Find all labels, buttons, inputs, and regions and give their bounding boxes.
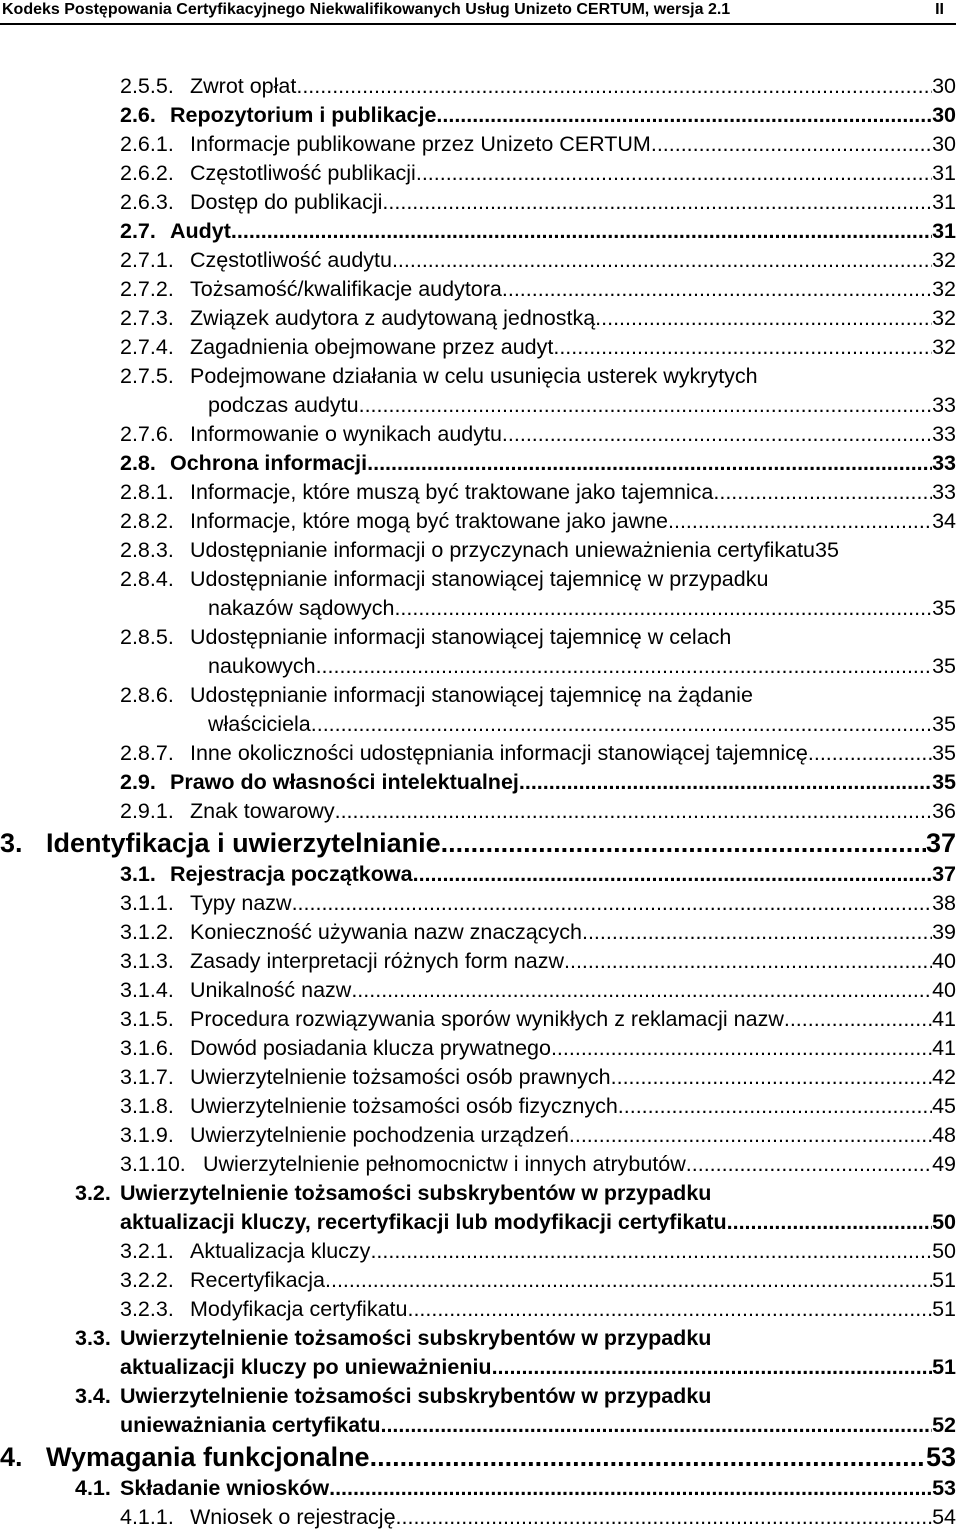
- toc-entry[interactable]: 2.7. Audyt ..... 31: [0, 217, 960, 246]
- toc-entry[interactable]: 2.5.5. Zwrot opłat ..... 30: [0, 72, 960, 101]
- toc-entry-line1[interactable]: 2.8.4. Udostępnianie informacji stanowiącej tajemnicę w przypadku: [120, 567, 769, 591]
- toc-entry[interactable]: 2.9. Prawo do własności intelektualnej ..... 35: [0, 768, 960, 797]
- toc-entry[interactable]: 3.1.5. Procedura rozwiązywania sporów wynikłych z reklamacji nazw ..... 41: [0, 1005, 960, 1034]
- toc-entry-line1[interactable]: 3.3. Uwierzytelnienie tożsamości subskrybentów w przypadku: [75, 1326, 712, 1350]
- page-number: II: [935, 1, 944, 18]
- toc-entry-line1[interactable]: 2.8.6. Udostępnianie informacji stanowiącej tajemnicę na żądanie: [120, 683, 753, 707]
- document-title: Kodeks Postępowania Certyfikacyjnego Niekwalifikowanych Usług Unizeto CERTUM, wersja 2.1: [2, 1, 731, 18]
- toc-entry[interactable]: 3.1.2. Konieczność używania nazw znaczących ..... 39: [0, 918, 960, 947]
- toc-entry-line1[interactable]: 2.8.5. Udostępnianie informacji stanowiącej tajemnicę w celach: [120, 625, 732, 649]
- header-rule: [0, 23, 956, 25]
- toc-entry-line1[interactable]: 3.2. Uwierzytelnienie tożsamości subskrybentów w przypadku: [75, 1181, 712, 1205]
- page-header: [0, 0, 956, 22]
- toc-entry-line1[interactable]: 2.7.5. Podejmowane działania w celu usunięcia usterek wykrytych: [120, 364, 758, 388]
- toc-entry[interactable]: 4.1.1. Wniosek o rejestrację ..... 54: [0, 1503, 960, 1532]
- toc-entry[interactable]: 2.7.3. Związek audytora z audytowaną jednostką ..... 32: [0, 304, 960, 333]
- toc-entry-line2[interactable]: aktualizacji kluczy po unieważnieniu ..... 51: [0, 1353, 960, 1382]
- toc-entry-line2[interactable]: unieważniania certyfikatu ..... 52: [0, 1411, 960, 1440]
- toc-entry[interactable]: 2.7.2. Tożsamość/kwalifikacje audytora ..... 32: [0, 275, 960, 304]
- toc-entry-line2[interactable]: nakazów sądowych ..... 35: [0, 594, 960, 623]
- toc-chapter[interactable]: 4. Wymagania funkcjonalne ..... 53: [0, 1440, 960, 1474]
- toc-entry[interactable]: 2.7.1. Częstotliwość audytu ..... 32: [0, 246, 960, 275]
- toc-entry[interactable]: 2.6. Repozytorium i publikacje. ..... 30: [0, 101, 960, 130]
- toc-entry[interactable]: 3.2.1. Aktualizacja kluczy ..... 50: [0, 1237, 960, 1266]
- toc-entry-line1[interactable]: 3.4. Uwierzytelnienie tożsamości subskrybentów w przypadku: [75, 1384, 712, 1408]
- toc-entry[interactable]: 2.8. Ochrona informacji ..... 33: [0, 449, 960, 478]
- toc-entry[interactable]: 3.2.2. Recertyfikacja ..... 51: [0, 1266, 960, 1295]
- toc-entry[interactable]: 2.6.3. Dostęp do publikacji ..... 31: [0, 188, 960, 217]
- toc-entry[interactable]: 3.1.10. Uwierzytelnienie pełnomocnictw i innych atrybutów ..... 49: [0, 1150, 960, 1179]
- toc-entry[interactable]: 2.8.7. Inne okoliczności udostępniania informacji stanowiącej tajemnicę ..... 35: [0, 739, 960, 768]
- toc-entry[interactable]: 2.7.4. Zagadnienia obejmowane przez audyt ..... 32: [0, 333, 960, 362]
- toc-entry[interactable]: 3.1.3. Zasady interpretacji różnych form nazw ..... 40: [0, 947, 960, 976]
- table-of-contents: [0, 72, 960, 1532]
- toc-entry-line2[interactable]: właściciela ..... 35: [0, 710, 960, 739]
- toc-entry[interactable]: 2.6.1. Informacje publikowane przez Unizeto CERTUM ..... 30: [0, 130, 960, 159]
- toc-entry[interactable]: 2.9.1. Znak towarowy ..... 36: [0, 797, 960, 826]
- toc-entry[interactable]: 2.8.3. Udostępnianie informacji o przyczynach unieważnienia certyfikatu 35: [120, 538, 839, 562]
- toc-entry[interactable]: 3.1.9. Uwierzytelnienie pochodzenia urządzeń ..... 48: [0, 1121, 960, 1150]
- toc-entry[interactable]: 3.1.1. Typy nazw ..... 38: [0, 889, 960, 918]
- toc-entry[interactable]: 2.8.2. Informacje, które mogą być traktowane jako jawne ..... 34: [0, 507, 960, 536]
- toc-entry[interactable]: 3.1.8. Uwierzytelnienie tożsamości osób fizycznych ..... 45: [0, 1092, 960, 1121]
- toc-entry[interactable]: 3.1.4. Unikalność nazw ..... 40: [0, 976, 960, 1005]
- toc-entry[interactable]: 3.2.3. Modyfikacja certyfikatu ..... 51: [0, 1295, 960, 1324]
- toc-entry[interactable]: 2.8.1. Informacje, które muszą być traktowane jako tajemnica ..... 33: [0, 478, 960, 507]
- toc-chapter[interactable]: 3. Identyfikacja i uwierzytelnianie ..... 37: [0, 826, 960, 860]
- toc-entry[interactable]: 3.1.7. Uwierzytelnienie tożsamości osób prawnych ..... 42: [0, 1063, 960, 1092]
- toc-entry[interactable]: 2.6.2. Częstotliwość publikacji ..... 31: [0, 159, 960, 188]
- toc-entry[interactable]: 3.1. Rejestracja początkowa ..... 37: [0, 860, 960, 889]
- toc-entry-line2[interactable]: aktualizacji kluczy, recertyfikacji lub modyfikacji certyfikatu ..... 50: [0, 1208, 960, 1237]
- toc-entry[interactable]: 2.7.6. Informowanie o wynikach audytu ..... 33: [0, 420, 960, 449]
- toc-entry-line2[interactable]: naukowych ..... 35: [0, 652, 960, 681]
- toc-entry[interactable]: 3.1.6. Dowód posiadania klucza prywatnego ..... 41: [0, 1034, 960, 1063]
- toc-entry-line2[interactable]: podczas audytu ..... 33: [0, 391, 960, 420]
- toc-entry[interactable]: 4.1. Składanie wniosków ..... 53: [0, 1474, 960, 1503]
